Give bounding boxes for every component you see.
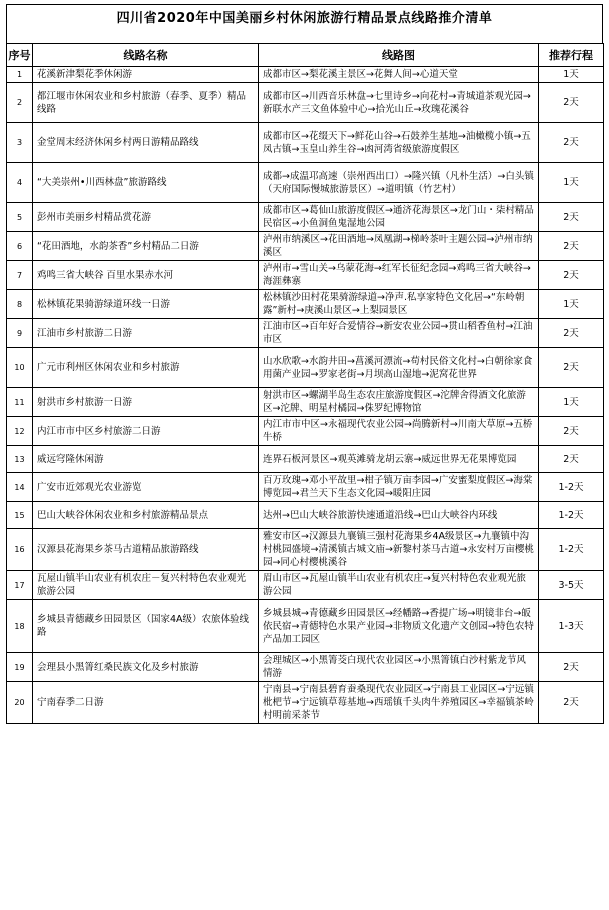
route-name: 广安市近郊观光农业游览 [33,473,259,502]
document-title: 四川省2020年中国美丽乡村休闲旅游行精品景点线路推介清单 [6,4,603,33]
recommended-days: 2天 [539,319,604,348]
row-number: 17 [7,571,33,600]
route-name: 瓦屋山镇半山农业有机农庄－复兴村特色农业观光旅游公园 [33,571,259,600]
row-number: 4 [7,163,33,203]
table-row [7,502,604,529]
route-name: 都江堰市休闲农业和乡村旅游（春季、夏季）精品线路 [33,83,259,123]
table-body [7,67,604,724]
row-number: 19 [7,653,33,682]
route-path: 泸州市→雪山关→乌蒙花海→红军长征纪念园→鸡鸣三省大峡谷→海涯彝寨 [259,261,539,290]
recommended-days: 1天 [539,67,604,83]
route-table [6,43,604,724]
table-row [7,417,604,446]
header-route: 线路图 [259,44,539,67]
route-path: 乡城县城→青德藏乡田园景区→经幡路→香提广场→明镜非台→皈依民宿→青德特色水果产业园→非物质文化遗产文创园→特色农特产品加工园区 [259,600,539,653]
row-number: 20 [7,682,33,724]
table-row [7,67,604,83]
route-name: 花溪新津梨花季休闲游 [33,67,259,83]
route-name: 威远穹隆休闲游 [33,446,259,473]
table-row [7,123,604,163]
route-name: 内江市市中区乡村旅游二日游 [33,417,259,446]
table-row [7,319,604,348]
table-row [7,446,604,473]
row-number: 10 [7,348,33,388]
row-number: 14 [7,473,33,502]
table-row [7,682,604,724]
route-name: 汉源县花海果乡茶马古道精品旅游路线 [33,529,259,571]
table-row [7,529,604,571]
table-row [7,348,604,388]
route-path: 江油市区→百年好合爱情谷→新安农业公园→贯山稻香鱼村→江油市区 [259,319,539,348]
route-path: 宁南县→宁南县碧育蚕桑现代农业园区→宁南县工业园区→宁远镇枇杷节→宁远镇草莓基地→西瑶镇千头肉牛养殖园区→幸福镇茶岭村明前采茶节 [259,682,539,724]
route-path: 内江市市中区→永福现代农业公园→尚腾新村→川南大草原→五桥牛桥 [259,417,539,446]
route-path: 成都→成温邛高速（崇州西出口）→隆兴镇（凡朴生活）→白头镇（天府国际慢城旅游景区）→道明镇（竹艺村） [259,163,539,203]
recommended-days: 2天 [539,261,604,290]
table-row [7,600,604,653]
table-row [7,571,604,600]
recommended-days: 2天 [539,682,604,724]
route-name: 广元市利州区休闲农业和乡村旅游 [33,348,259,388]
row-number: 2 [7,83,33,123]
recommended-days: 2天 [539,417,604,446]
table-row [7,163,604,203]
route-name: 会理县小黑箐红桑民族文化及乡村旅游 [33,653,259,682]
header-no: 序号 [7,44,33,67]
recommended-days: 1天 [539,290,604,319]
recommended-days: 2天 [539,446,604,473]
header-days: 推荐行程 [539,44,604,67]
table-row [7,653,604,682]
table-row [7,473,604,502]
recommended-days: 2天 [539,653,604,682]
title-spacer [6,33,603,43]
route-name: 江油市乡村旅游二日游 [33,319,259,348]
recommended-days: 2天 [539,83,604,123]
table-row [7,203,604,232]
route-path: 山水欣歌→水韵井田→菖溪河漂流→苟村民俗文化村→白朝徐家食用菌产业园→罗家老街→月坝高山湿地→泥窝花世界 [259,348,539,388]
table-row [7,261,604,290]
route-name: 宁南春季二日游 [33,682,259,724]
route-path: 雅安市区→汉源县九襄镇三强村花海果乡4A级景区→九襄镇中沟村桃园盛境→清溪镇古城文庙→新黎村茶马古道→永安村万亩樱桃园→同心村樱桃溪谷 [259,529,539,571]
recommended-days: 1-2天 [539,473,604,502]
route-path: 成都市区→梨花溪主景区→花舞人间→心道天堂 [259,67,539,83]
recommended-days: 1-2天 [539,529,604,571]
route-path: 达州→巴山大峡谷旅游快速通道沿线→巴山大峡谷内环线 [259,502,539,529]
route-path: 泸州市纳溪区→花田酒地→凤凰湖→梯岭茶叶主题公园→泸州市纳溪区 [259,232,539,261]
row-number: 1 [7,67,33,83]
route-name: 巴山大峡谷休闲农业和乡村旅游精品景点 [33,502,259,529]
row-number: 5 [7,203,33,232]
row-number: 18 [7,600,33,653]
recommended-days: 2天 [539,123,604,163]
row-number: 3 [7,123,33,163]
recommended-days: 1-3天 [539,600,604,653]
recommended-days: 1-2天 [539,502,604,529]
route-name: “大美崇州•川西林盘”旅游路线 [33,163,259,203]
route-path: 松林镇沙田村花果骑游绿道→净声.私享家特色文化居→“东岭朝露”新村→庚溪山景区→上梨园景区 [259,290,539,319]
row-number: 7 [7,261,33,290]
route-path: 眉山市区→瓦屋山镇半山农业有机农庄→复兴村特色农业观光旅游公园 [259,571,539,600]
route-path: 会理城区→小黑箐茭白现代农业园区→小黑箐镇白沙村紫龙节风情游 [259,653,539,682]
recommended-days: 3-5天 [539,571,604,600]
recommended-days: 2天 [539,348,604,388]
row-number: 16 [7,529,33,571]
recommended-days: 2天 [539,232,604,261]
route-path: 成都市区→川西音乐林盘→七里诗乡→向花村→青城道茶观光园→新联水产三文鱼体验中心→拾光山丘→玫瑰花溪谷 [259,83,539,123]
document-page [0,4,609,910]
table-row [7,83,604,123]
header-name: 线路名称 [33,44,259,67]
table-header-row [7,44,604,67]
route-name: 松林镇花果骑游绿道环线一日游 [33,290,259,319]
route-path: 成都市区→花缀天下→鲜花山谷→石鼓养生基地→油橄榄小镇→五凤古镇→玉皇山养生谷→凼河湾省级旅游度假区 [259,123,539,163]
route-path: 射洪市区→螺湖半岛生态农庄旅游度假区→沱牌舍得酒文化旅游区→沱牌、明星村橘园→侏罗纪博物馆 [259,388,539,417]
route-name: 射洪市乡村旅游一日游 [33,388,259,417]
row-number: 9 [7,319,33,348]
table-row [7,290,604,319]
route-path: 连界石板河景区→观英滩骑龙胡云寨→威远世界无花果博览园 [259,446,539,473]
route-name: “花田酒地，水韵茶香”乡村精品二日游 [33,232,259,261]
route-name: 鸡鸣三省大峡谷 百里水果赤水河 [33,261,259,290]
recommended-days: 1天 [539,388,604,417]
table-row [7,232,604,261]
row-number: 13 [7,446,33,473]
row-number: 8 [7,290,33,319]
row-number: 11 [7,388,33,417]
route-path: 百万玫瑰→邓小平故里→柑子镇万亩李园→广安蜜梨度假区→海棠博览园→君兰天下生态文化园→暖阳庄园 [259,473,539,502]
route-name: 乡城县青德藏乡田园景区（国家4A级）农旅体验线路 [33,600,259,653]
recommended-days: 1天 [539,163,604,203]
row-number: 15 [7,502,33,529]
row-number: 12 [7,417,33,446]
recommended-days: 2天 [539,203,604,232]
route-path: 成都市区→葛仙山旅游度假区→通济花海景区→龙门山・柒村精品民宿区→小鱼洞鱼鬼湿地公园 [259,203,539,232]
route-name: 彭州市美丽乡村精品赏花游 [33,203,259,232]
table-row [7,388,604,417]
route-name: 金堂周末经济休闲乡村两日游精品路线 [33,123,259,163]
row-number: 6 [7,232,33,261]
